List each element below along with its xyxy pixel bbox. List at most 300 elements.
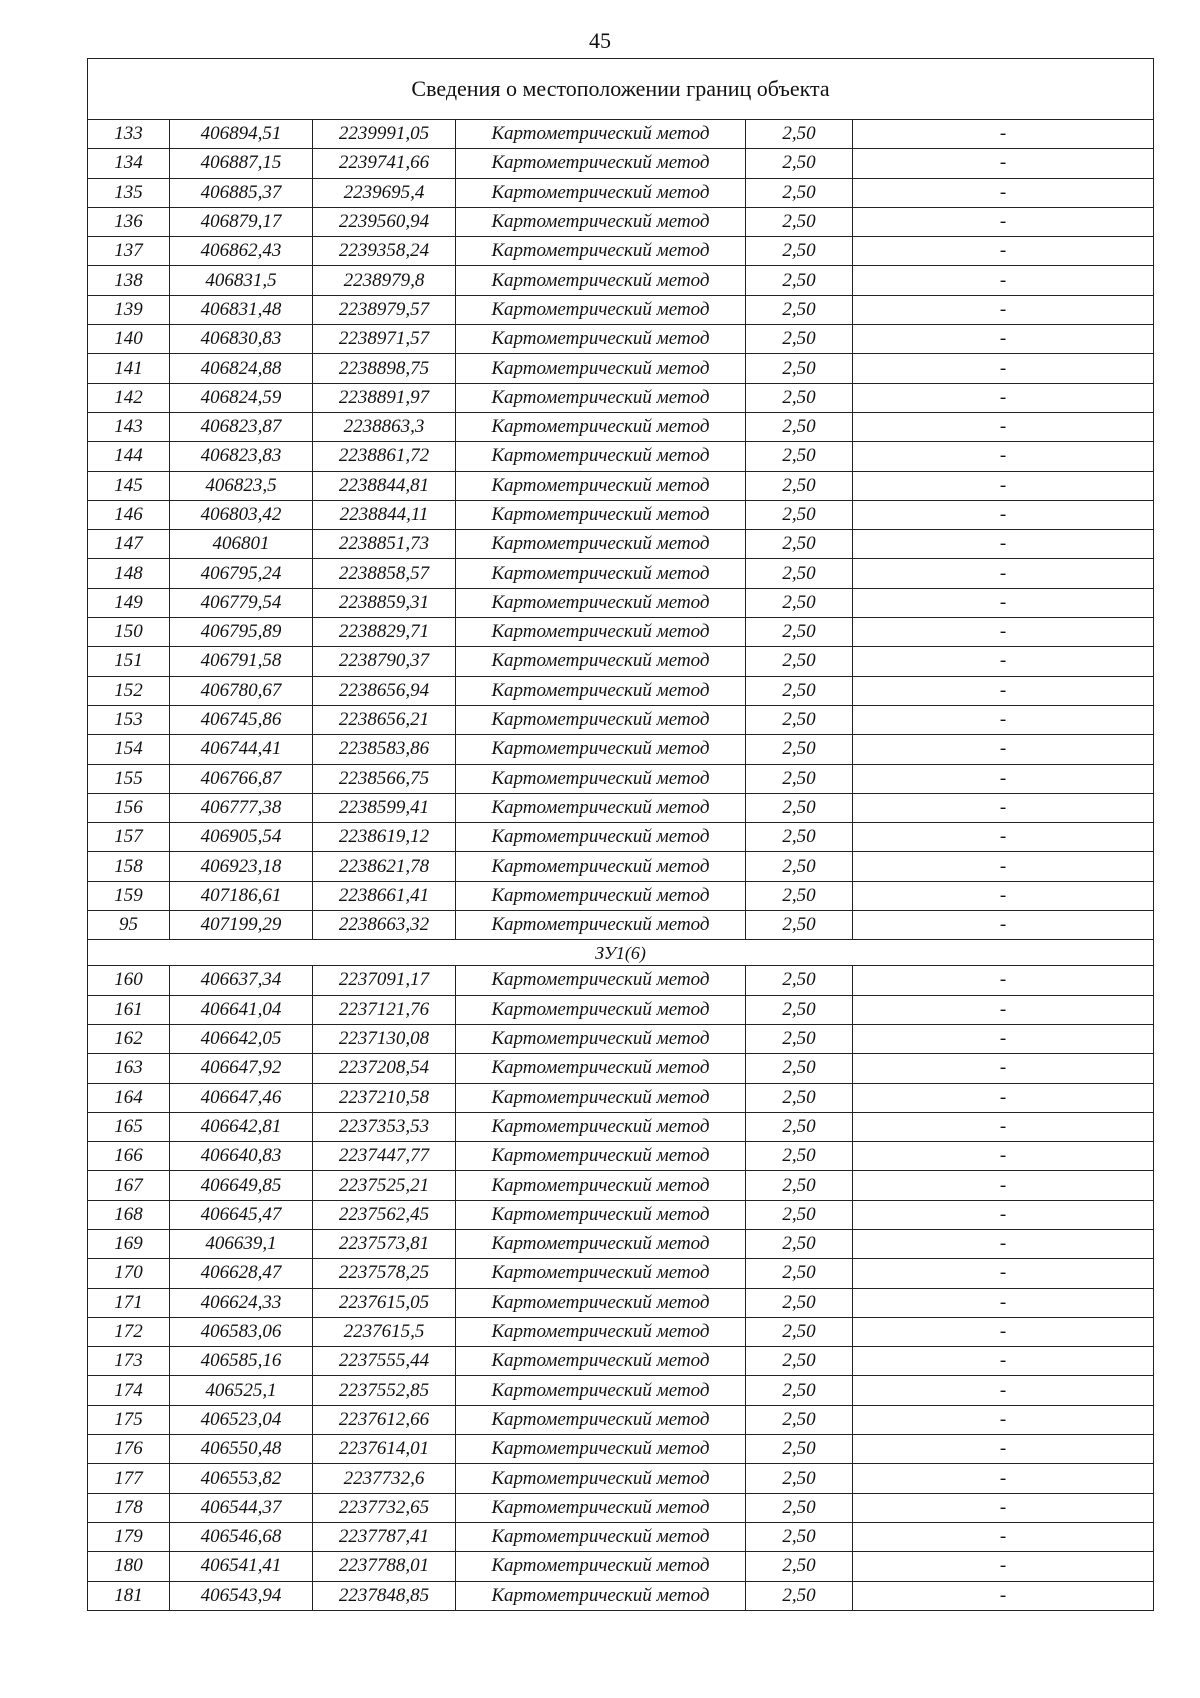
coordinate-x-cell: 406642,05: [170, 1024, 313, 1053]
method-cell: Картометрический метод: [456, 966, 746, 995]
method-cell: Картометрический метод: [456, 1288, 746, 1317]
coordinate-x-cell: 406905,54: [170, 823, 313, 852]
method-cell: Картометрический метод: [456, 764, 746, 793]
description-cell: -: [853, 852, 1154, 881]
table-row: [88, 852, 1154, 881]
accuracy-cell: 2,50: [746, 1288, 853, 1317]
section-heading-row: [88, 940, 1154, 966]
method-cell: Картометрический метод: [456, 911, 746, 940]
point-number-cell: 141: [88, 354, 170, 383]
accuracy-cell: 2,50: [746, 1112, 853, 1141]
accuracy-cell: 2,50: [746, 1435, 853, 1464]
accuracy-cell: 2,50: [746, 354, 853, 383]
coordinate-y-cell: 2237130,08: [313, 1024, 456, 1053]
coordinate-x-cell: 406830,83: [170, 325, 313, 354]
accuracy-cell: 2,50: [746, 1405, 853, 1434]
coordinate-x-cell: 406639,1: [170, 1229, 313, 1258]
table-row: [88, 149, 1154, 178]
description-cell: -: [853, 1522, 1154, 1551]
coordinate-x-cell: 406544,37: [170, 1493, 313, 1522]
table-row: [88, 471, 1154, 500]
table-row: [88, 325, 1154, 354]
method-cell: Картометрический метод: [456, 1493, 746, 1522]
description-cell: -: [853, 793, 1154, 822]
coordinate-y-cell: 2238599,41: [313, 793, 456, 822]
accuracy-cell: 2,50: [746, 325, 853, 354]
method-cell: Картометрический метод: [456, 588, 746, 617]
point-number-cell: 136: [88, 207, 170, 236]
table-row: [88, 1405, 1154, 1434]
accuracy-cell: 2,50: [746, 1024, 853, 1053]
description-cell: -: [853, 1200, 1154, 1229]
point-number-cell: 151: [88, 647, 170, 676]
point-number-cell: 178: [88, 1493, 170, 1522]
coordinate-y-cell: 2237121,76: [313, 995, 456, 1024]
point-number-cell: 166: [88, 1142, 170, 1171]
coordinate-y-cell: 2239358,24: [313, 237, 456, 266]
coordinate-x-cell: 406550,48: [170, 1435, 313, 1464]
coordinate-y-cell: 2238891,97: [313, 383, 456, 412]
point-number-cell: 180: [88, 1552, 170, 1581]
point-number-cell: 159: [88, 881, 170, 910]
coordinate-y-cell: 2237614,01: [313, 1435, 456, 1464]
accuracy-cell: 2,50: [746, 1171, 853, 1200]
coordinate-x-cell: 406553,82: [170, 1464, 313, 1493]
table-row: [88, 500, 1154, 529]
coordinate-y-cell: 2239560,94: [313, 207, 456, 236]
point-number-cell: 133: [88, 120, 170, 149]
point-number-cell: 181: [88, 1581, 170, 1610]
method-cell: Картометрический метод: [456, 1112, 746, 1141]
description-cell: -: [853, 266, 1154, 295]
description-cell: -: [853, 676, 1154, 705]
accuracy-cell: 2,50: [746, 911, 853, 940]
accuracy-cell: 2,50: [746, 471, 853, 500]
method-cell: Картометрический метод: [456, 1376, 746, 1405]
description-cell: -: [853, 1229, 1154, 1258]
table-row: [88, 1288, 1154, 1317]
coordinate-x-cell: 406795,89: [170, 618, 313, 647]
description-cell: -: [853, 325, 1154, 354]
description-cell: -: [853, 1581, 1154, 1610]
accuracy-cell: 2,50: [746, 178, 853, 207]
table-row: [88, 676, 1154, 705]
table-row: [88, 764, 1154, 793]
coordinate-y-cell: 2239695,4: [313, 178, 456, 207]
accuracy-cell: 2,50: [746, 995, 853, 1024]
coordinate-y-cell: 2238979,57: [313, 295, 456, 324]
point-number-cell: 138: [88, 266, 170, 295]
point-number-cell: 135: [88, 178, 170, 207]
coordinate-x-cell: 406824,59: [170, 383, 313, 412]
method-cell: Картометрический метод: [456, 325, 746, 354]
coordinate-y-cell: 2238621,78: [313, 852, 456, 881]
method-cell: Картометрический метод: [456, 1171, 746, 1200]
method-cell: Картометрический метод: [456, 383, 746, 412]
method-cell: Картометрический метод: [456, 471, 746, 500]
table-row: [88, 1464, 1154, 1493]
coordinate-y-cell: 2239741,66: [313, 149, 456, 178]
description-cell: -: [853, 500, 1154, 529]
coordinate-y-cell: 2238566,75: [313, 764, 456, 793]
table-title-row: [88, 59, 1154, 120]
method-cell: Картометрический метод: [456, 149, 746, 178]
table-row: [88, 1259, 1154, 1288]
coordinate-y-cell: 2238656,94: [313, 676, 456, 705]
method-cell: Картометрический метод: [456, 1259, 746, 1288]
point-number-cell: 150: [88, 618, 170, 647]
table-title: Сведения о местоположении границ объекта: [88, 59, 1154, 120]
table-row: [88, 881, 1154, 910]
description-cell: -: [853, 1493, 1154, 1522]
description-cell: -: [853, 383, 1154, 412]
point-number-cell: 142: [88, 383, 170, 412]
accuracy-cell: 2,50: [746, 1376, 853, 1405]
coordinate-x-cell: 406831,5: [170, 266, 313, 295]
accuracy-cell: 2,50: [746, 1259, 853, 1288]
point-number-cell: 165: [88, 1112, 170, 1141]
coordinate-y-cell: 2238844,81: [313, 471, 456, 500]
description-cell: -: [853, 1347, 1154, 1376]
description-cell: -: [853, 442, 1154, 471]
description-cell: -: [853, 295, 1154, 324]
accuracy-cell: 2,50: [746, 120, 853, 149]
table-row: [88, 442, 1154, 471]
point-number-cell: 172: [88, 1317, 170, 1346]
point-number-cell: 155: [88, 764, 170, 793]
accuracy-cell: 2,50: [746, 852, 853, 881]
description-cell: -: [853, 1259, 1154, 1288]
coordinate-x-cell: 406546,68: [170, 1522, 313, 1551]
coordinate-x-cell: 406879,17: [170, 207, 313, 236]
point-number-cell: 171: [88, 1288, 170, 1317]
coordinate-x-cell: 406583,06: [170, 1317, 313, 1346]
description-cell: -: [853, 1435, 1154, 1464]
accuracy-cell: 2,50: [746, 588, 853, 617]
method-cell: Картометрический метод: [456, 823, 746, 852]
description-cell: -: [853, 1552, 1154, 1581]
description-cell: -: [853, 178, 1154, 207]
method-cell: Картометрический метод: [456, 1317, 746, 1346]
coordinate-x-cell: 406543,94: [170, 1581, 313, 1610]
coordinate-y-cell: 2238863,3: [313, 412, 456, 441]
coordinate-x-cell: 406791,58: [170, 647, 313, 676]
point-number-cell: 152: [88, 676, 170, 705]
method-cell: Картометрический метод: [456, 1083, 746, 1112]
coordinate-y-cell: 2238898,75: [313, 354, 456, 383]
point-number-cell: 167: [88, 1171, 170, 1200]
table-row: [88, 1054, 1154, 1083]
method-cell: Картометрический метод: [456, 793, 746, 822]
description-cell: -: [853, 764, 1154, 793]
point-number-cell: 154: [88, 735, 170, 764]
point-number-cell: 139: [88, 295, 170, 324]
section-heading: ЗУ1(6): [88, 940, 1154, 966]
coordinate-y-cell: 2237525,21: [313, 1171, 456, 1200]
table-row: [88, 120, 1154, 149]
coordinate-x-cell: 406647,46: [170, 1083, 313, 1112]
method-cell: Картометрический метод: [456, 705, 746, 734]
method-cell: Картометрический метод: [456, 1464, 746, 1493]
coordinate-y-cell: 2237447,77: [313, 1142, 456, 1171]
method-cell: Картометрический метод: [456, 354, 746, 383]
point-number-cell: 156: [88, 793, 170, 822]
description-cell: -: [853, 995, 1154, 1024]
point-number-cell: 145: [88, 471, 170, 500]
description-cell: -: [853, 1171, 1154, 1200]
table-row: [88, 207, 1154, 236]
table-row: [88, 266, 1154, 295]
point-number-cell: 164: [88, 1083, 170, 1112]
description-cell: -: [853, 1376, 1154, 1405]
method-cell: Картометрический метод: [456, 412, 746, 441]
description-cell: -: [853, 237, 1154, 266]
table-body: [88, 59, 1154, 1611]
table-row: [88, 966, 1154, 995]
boundary-coordinates-table: [87, 58, 1154, 1611]
point-number-cell: 173: [88, 1347, 170, 1376]
accuracy-cell: 2,50: [746, 1142, 853, 1171]
method-cell: Картометрический метод: [456, 1435, 746, 1464]
coordinate-x-cell: 406777,38: [170, 793, 313, 822]
table-row: [88, 911, 1154, 940]
coordinate-y-cell: 2239991,05: [313, 120, 456, 149]
coordinate-y-cell: 2237555,44: [313, 1347, 456, 1376]
description-cell: -: [853, 966, 1154, 995]
accuracy-cell: 2,50: [746, 500, 853, 529]
method-cell: Картометрический метод: [456, 1054, 746, 1083]
coordinate-x-cell: 406637,34: [170, 966, 313, 995]
description-cell: -: [853, 149, 1154, 178]
coordinate-x-cell: 406894,51: [170, 120, 313, 149]
description-cell: -: [853, 1464, 1154, 1493]
coordinate-x-cell: 406640,83: [170, 1142, 313, 1171]
table-row: [88, 1317, 1154, 1346]
table-row: [88, 1435, 1154, 1464]
table-row: [88, 647, 1154, 676]
table-row: [88, 618, 1154, 647]
method-cell: Картометрический метод: [456, 266, 746, 295]
description-cell: -: [853, 1054, 1154, 1083]
point-number-cell: 148: [88, 559, 170, 588]
point-number-cell: 168: [88, 1200, 170, 1229]
accuracy-cell: 2,50: [746, 266, 853, 295]
table-row: [88, 1112, 1154, 1141]
accuracy-cell: 2,50: [746, 793, 853, 822]
description-cell: -: [853, 120, 1154, 149]
coordinate-y-cell: 2238790,37: [313, 647, 456, 676]
accuracy-cell: 2,50: [746, 149, 853, 178]
description-cell: -: [853, 559, 1154, 588]
coordinate-y-cell: 2238859,31: [313, 588, 456, 617]
coordinate-x-cell: 406831,48: [170, 295, 313, 324]
coordinate-y-cell: 2238851,73: [313, 530, 456, 559]
accuracy-cell: 2,50: [746, 1317, 853, 1346]
table-row: [88, 178, 1154, 207]
coordinate-x-cell: 406744,41: [170, 735, 313, 764]
accuracy-cell: 2,50: [746, 237, 853, 266]
method-cell: Картометрический метод: [456, 618, 746, 647]
coordinate-y-cell: 2238661,41: [313, 881, 456, 910]
point-number-cell: 143: [88, 412, 170, 441]
accuracy-cell: 2,50: [746, 1200, 853, 1229]
coordinate-y-cell: 2238619,12: [313, 823, 456, 852]
method-cell: Картометрический метод: [456, 237, 746, 266]
table-row: [88, 1552, 1154, 1581]
table-row: [88, 354, 1154, 383]
coordinate-y-cell: 2237615,5: [313, 1317, 456, 1346]
coordinate-y-cell: 2238829,71: [313, 618, 456, 647]
coordinate-y-cell: 2237848,85: [313, 1581, 456, 1610]
table-row: [88, 1347, 1154, 1376]
description-cell: -: [853, 735, 1154, 764]
accuracy-cell: 2,50: [746, 764, 853, 793]
accuracy-cell: 2,50: [746, 530, 853, 559]
accuracy-cell: 2,50: [746, 676, 853, 705]
point-number-cell: 175: [88, 1405, 170, 1434]
table-row: [88, 383, 1154, 412]
coordinate-x-cell: 406541,41: [170, 1552, 313, 1581]
point-number-cell: 179: [88, 1522, 170, 1551]
coordinate-x-cell: 406795,24: [170, 559, 313, 588]
accuracy-cell: 2,50: [746, 966, 853, 995]
table-row: [88, 588, 1154, 617]
coordinate-x-cell: 406745,86: [170, 705, 313, 734]
coordinate-y-cell: 2238971,57: [313, 325, 456, 354]
accuracy-cell: 2,50: [746, 412, 853, 441]
description-cell: -: [853, 705, 1154, 734]
description-cell: -: [853, 618, 1154, 647]
method-cell: Картометрический метод: [456, 1522, 746, 1551]
coordinate-x-cell: 406641,04: [170, 995, 313, 1024]
point-number-cell: 158: [88, 852, 170, 881]
description-cell: -: [853, 1288, 1154, 1317]
method-cell: Картометрический метод: [456, 647, 746, 676]
coordinate-x-cell: 406823,5: [170, 471, 313, 500]
point-number-cell: 134: [88, 149, 170, 178]
table-row: [88, 705, 1154, 734]
table-row: [88, 1581, 1154, 1610]
point-number-cell: 147: [88, 530, 170, 559]
coordinate-y-cell: 2237732,65: [313, 1493, 456, 1522]
coordinate-x-cell: 406887,15: [170, 149, 313, 178]
coordinate-y-cell: 2238861,72: [313, 442, 456, 471]
coordinate-x-cell: 406823,83: [170, 442, 313, 471]
coordinate-y-cell: 2237562,45: [313, 1200, 456, 1229]
accuracy-cell: 2,50: [746, 823, 853, 852]
point-number-cell: 157: [88, 823, 170, 852]
coordinate-x-cell: 406862,43: [170, 237, 313, 266]
coordinate-y-cell: 2237210,58: [313, 1083, 456, 1112]
description-cell: -: [853, 354, 1154, 383]
method-cell: Картометрический метод: [456, 1347, 746, 1376]
accuracy-cell: 2,50: [746, 1581, 853, 1610]
table-row: [88, 412, 1154, 441]
accuracy-cell: 2,50: [746, 1464, 853, 1493]
coordinate-x-cell: 406642,81: [170, 1112, 313, 1141]
method-cell: Картометрический метод: [456, 1405, 746, 1434]
coordinate-y-cell: 2237353,53: [313, 1112, 456, 1141]
coordinate-y-cell: 2238858,57: [313, 559, 456, 588]
coordinate-x-cell: 406823,87: [170, 412, 313, 441]
method-cell: Картометрический метод: [456, 1200, 746, 1229]
point-number-cell: 153: [88, 705, 170, 734]
accuracy-cell: 2,50: [746, 1552, 853, 1581]
coordinate-y-cell: 2237552,85: [313, 1376, 456, 1405]
coordinate-x-cell: 407199,29: [170, 911, 313, 940]
method-cell: Картометрический метод: [456, 559, 746, 588]
point-number-cell: 95: [88, 911, 170, 940]
table-row: [88, 1376, 1154, 1405]
description-cell: -: [853, 647, 1154, 676]
coordinate-y-cell: 2238663,32: [313, 911, 456, 940]
accuracy-cell: 2,50: [746, 881, 853, 910]
table-row: [88, 793, 1154, 822]
point-number-cell: 161: [88, 995, 170, 1024]
method-cell: Картометрический метод: [456, 852, 746, 881]
coordinate-x-cell: 407186,61: [170, 881, 313, 910]
table-row: [88, 1200, 1154, 1229]
method-cell: Картометрический метод: [456, 207, 746, 236]
point-number-cell: 137: [88, 237, 170, 266]
coordinate-x-cell: 406647,92: [170, 1054, 313, 1083]
point-number-cell: 144: [88, 442, 170, 471]
coordinate-x-cell: 406923,18: [170, 852, 313, 881]
method-cell: Картометрический метод: [456, 676, 746, 705]
table-row: [88, 1171, 1154, 1200]
description-cell: -: [853, 530, 1154, 559]
coordinate-x-cell: 406525,1: [170, 1376, 313, 1405]
coordinate-x-cell: 406801: [170, 530, 313, 559]
coordinate-y-cell: 2238583,86: [313, 735, 456, 764]
page-number: 45: [589, 28, 611, 53]
method-cell: Картометрический метод: [456, 1581, 746, 1610]
table-row: [88, 559, 1154, 588]
accuracy-cell: 2,50: [746, 647, 853, 676]
point-number-cell: 169: [88, 1229, 170, 1258]
description-cell: -: [853, 1317, 1154, 1346]
coordinate-x-cell: 406803,42: [170, 500, 313, 529]
coordinate-x-cell: 406628,47: [170, 1259, 313, 1288]
accuracy-cell: 2,50: [746, 1522, 853, 1551]
point-number-cell: 176: [88, 1435, 170, 1464]
accuracy-cell: 2,50: [746, 207, 853, 236]
table-row: [88, 530, 1154, 559]
table-row: [88, 1493, 1154, 1522]
table-row: [88, 1142, 1154, 1171]
description-cell: -: [853, 207, 1154, 236]
method-cell: Картометрический метод: [456, 1229, 746, 1258]
description-cell: -: [853, 911, 1154, 940]
point-number-cell: 140: [88, 325, 170, 354]
table-row: [88, 1083, 1154, 1112]
table-row: [88, 1522, 1154, 1551]
table-row: [88, 823, 1154, 852]
table-row: [88, 237, 1154, 266]
coordinate-y-cell: 2237615,05: [313, 1288, 456, 1317]
coordinate-y-cell: 2237208,54: [313, 1054, 456, 1083]
accuracy-cell: 2,50: [746, 1229, 853, 1258]
method-cell: Картометрический метод: [456, 1142, 746, 1171]
coordinate-y-cell: 2237787,41: [313, 1522, 456, 1551]
table-row: [88, 295, 1154, 324]
point-number-cell: 149: [88, 588, 170, 617]
description-cell: -: [853, 1142, 1154, 1171]
coordinate-y-cell: 2237091,17: [313, 966, 456, 995]
point-number-cell: 177: [88, 1464, 170, 1493]
coordinate-x-cell: 406649,85: [170, 1171, 313, 1200]
coordinate-y-cell: 2238844,11: [313, 500, 456, 529]
